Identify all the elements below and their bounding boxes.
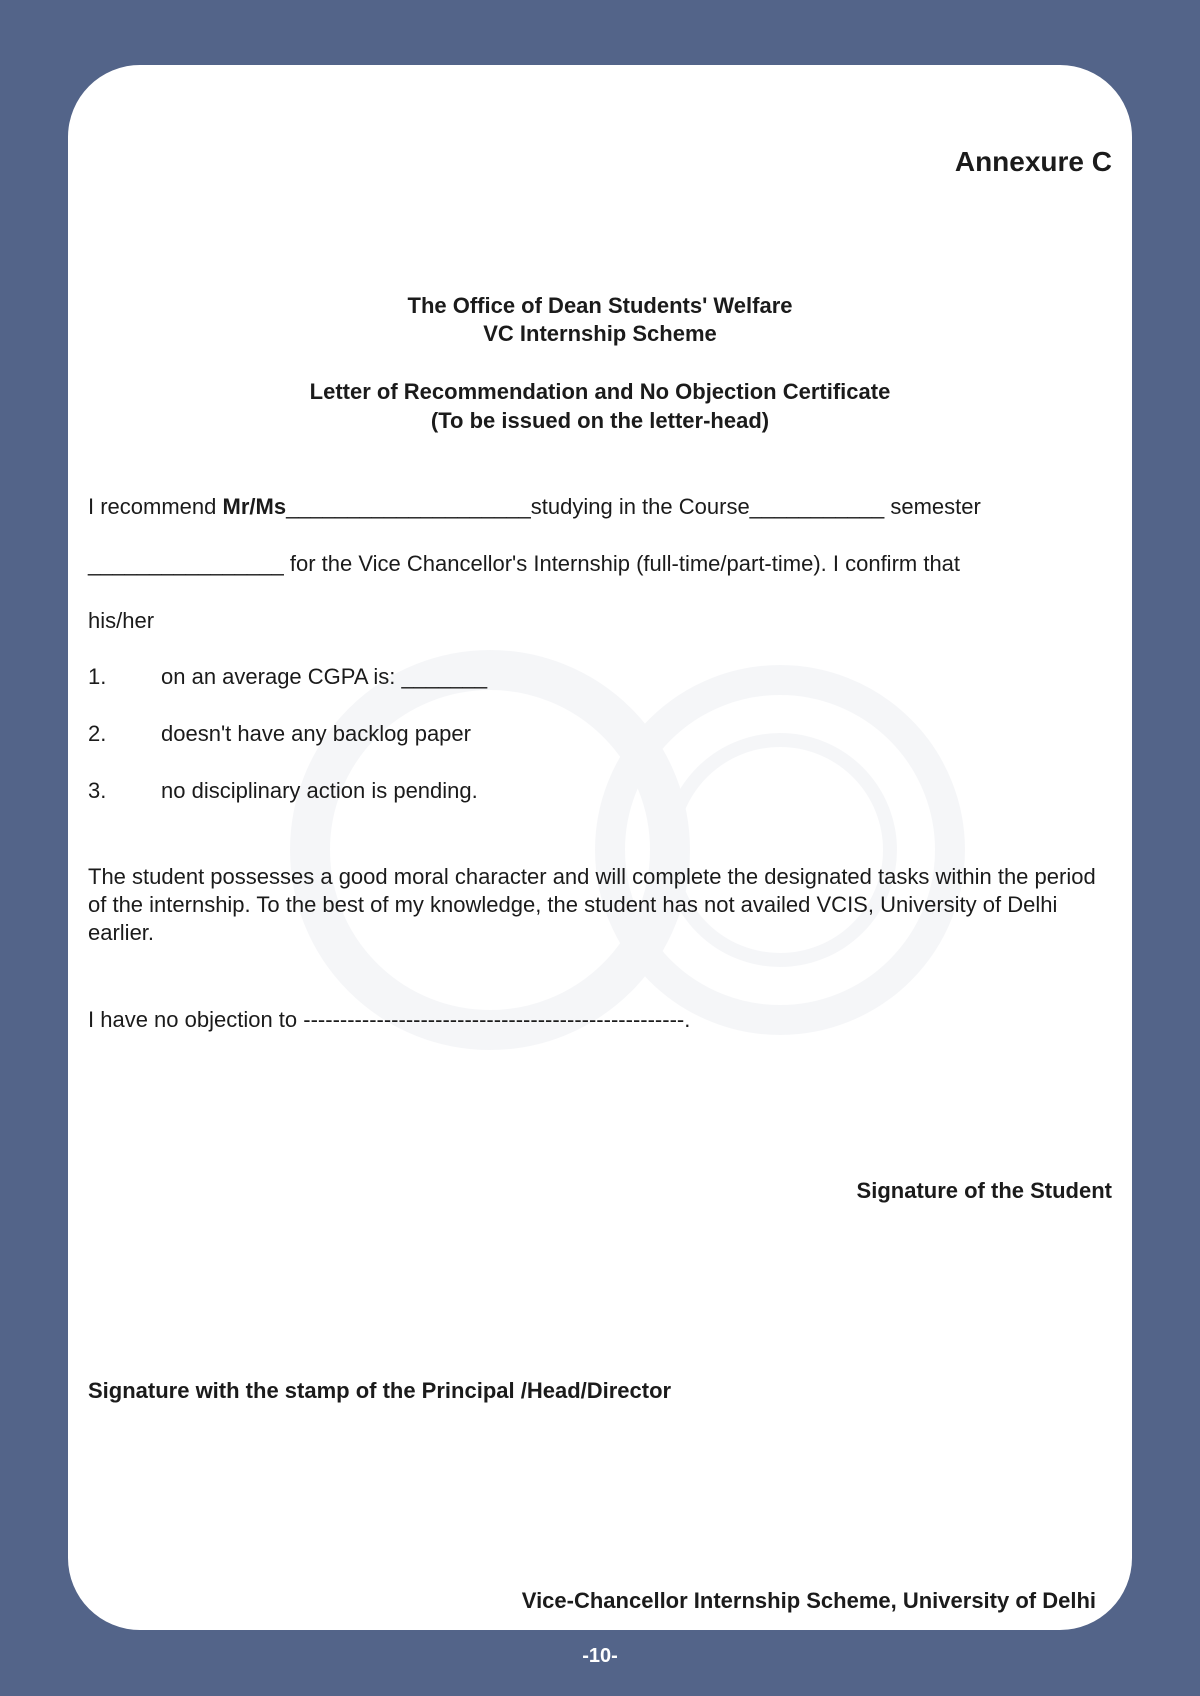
annexure-label: Annexure C (954, 146, 1112, 177)
recommend-rest: ____________________studying in the Course___________ semester (286, 494, 981, 519)
scheme-heading: VC Internship Scheme (483, 321, 717, 346)
footer-title: Vice-Chancellor Internship Scheme, University of Delhi (521, 1588, 1096, 1613)
letter-note: (To be issued on the letter-head) (430, 408, 770, 433)
principal-signature-label: Signature with the stamp of the Principal /Head/Director (88, 1378, 672, 1403)
list-item-disciplinary: no disciplinary action is pending. (161, 778, 478, 803)
recommend-line (88, 493, 981, 521)
internship-line: ________________ for the Vice Chancellor's Internship (full-time/part-time). I confirm that (88, 551, 961, 576)
student-signature-label: Signature of the Student (856, 1178, 1112, 1203)
office-heading: The Office of Dean Students' Welfare (407, 293, 793, 318)
page-number: -10- (582, 1645, 618, 1667)
list-item-number: 1. (88, 664, 107, 689)
list-item-cgpa: on an average CGPA is: _______ (161, 664, 488, 689)
list-item-number: 3. (88, 778, 107, 803)
list-item-number: 2. (88, 721, 107, 746)
recommend-prefix: I recommend (88, 494, 223, 519)
list-item-backlog: doesn't have any backlog paper (161, 721, 471, 746)
letter-title: Letter of Recommendation and No Objection Certificate (309, 379, 891, 404)
moral-character-paragraph: The student possesses a good moral character and will complete the designated tasks within the period of the internship. To the best of my knowledge, the student has not availed VCIS, University of Delhi earlier. (88, 864, 1096, 945)
his-her-line: his/her (88, 608, 155, 633)
honorific: Mr/Ms (222, 494, 287, 519)
no-objection-line: I have no objection to ----------------------------------------------------. (88, 1007, 691, 1032)
